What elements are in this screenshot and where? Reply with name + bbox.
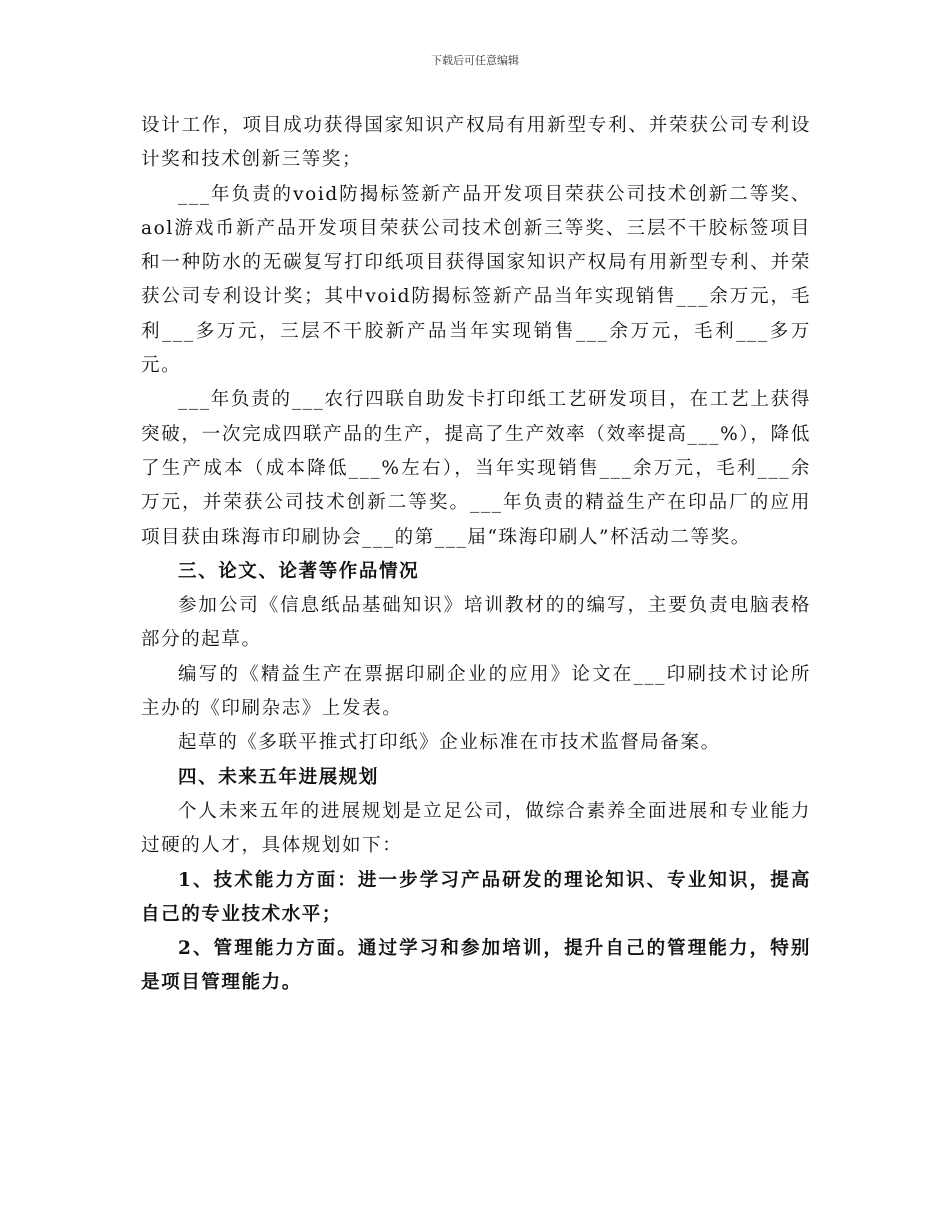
paragraph-article: 编写的《精益生产在票据印刷企业的应用》论文在___印刷技术讨论所主办的《印刷杂志》上发表。: [141, 663, 811, 720]
paragraph-textbook: 参加公司《信息纸品基础知识》培训教材的的编写，主要负责电脑表格部分的起草。: [141, 595, 811, 651]
page-header: 下载后可任意编辑: [431, 54, 519, 67]
document-body: [141, 109, 811, 1001]
paragraph-standard: 起草的《多联平推式打印纸》企业标准在市技术监督局备案。: [178, 732, 721, 754]
paragraph-void-label: ___年负责的void防揭标签新产品开发项目荣获公司技术创新二等奖、aol游戏币新产品开发项目荣获公司技术创新三等奖、三层不干胶标签项目和一种防水的无碳复写打印纸项目获得国家知识产权局有用新型专利、并荣获公司专利设计奖；其中void防揭标签新产品当年实现销售___余万元，毛利___多万元，三层不干胶新产品当年实现销售___余万元，毛利___多万元。: [141, 183, 811, 377]
paragraph-continuation: 设计工作，项目成功获得国家知识产权局有用新型专利、并荣获公司专利设计奖和技术创新三等奖；: [141, 115, 811, 171]
section-heading-papers: 三、论文、论著等作品情况: [178, 560, 420, 582]
section-heading-plan: 四、未来五年进展规划: [178, 766, 380, 788]
paragraph-plan-intro: 个人未来五年的进展规划是立足公司，做综合素养全面进展和专业能力过硬的人才，具体规划如下：: [141, 800, 811, 857]
paragraph-plan-technical: 1、技术能力方面：进一步学习产品研发的理论知识、专业知识，提高自己的专业技术水平；: [141, 869, 811, 925]
paragraph-plan-management: 2、管理能力方面。通过学习和参加培训，提升自己的管理能力，特别是项目管理能力。: [141, 938, 811, 994]
paragraph-card-paper: ___年负责的___农行四联自助发卡打印纸工艺研发项目，在工艺上获得突破，一次完成四联产品的生产，提高了生产效率（效率提高___%），降低了生产成本（成本降低___%左右），当年实现销售___余万元，毛利___余万元，并荣获公司技术创新二等奖。___年负责的精益生产在印品厂的应用项目获由珠海市印刷协会___的第___届“珠海印刷人”杯活动二等奖。: [141, 389, 811, 548]
